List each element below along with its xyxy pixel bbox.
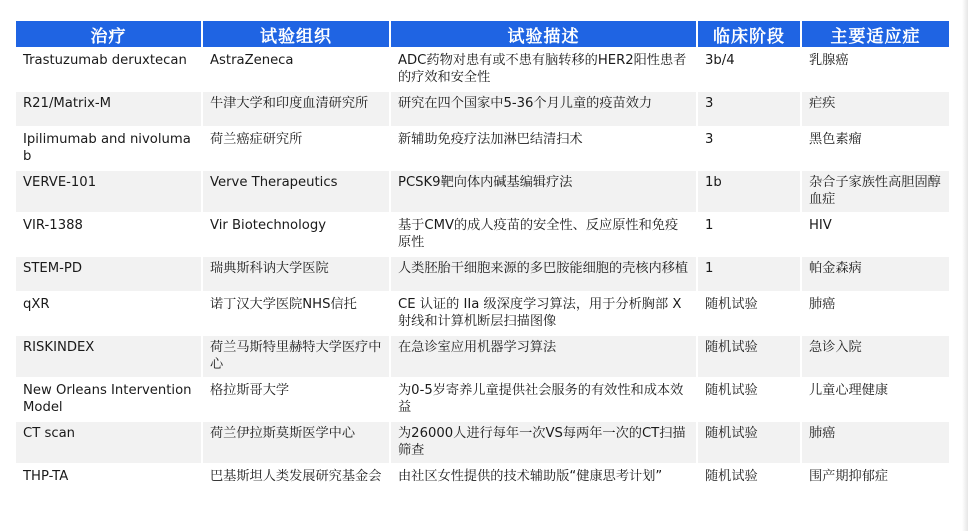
cell-phase: 1b (698, 171, 800, 212)
table-row (16, 257, 949, 291)
table-row (16, 379, 949, 420)
cell-indication: 围产期抑郁症 (802, 465, 949, 499)
cell-treatment: Trastuzumab deruxtecan (16, 49, 201, 90)
cell-organization: 荷兰马斯特里赫特大学医疗中心 (203, 336, 389, 377)
cell-treatment: qXR (16, 293, 201, 334)
table-row (16, 422, 949, 463)
header-treatment: 治疗 (16, 21, 201, 47)
header-description: 试验描述 (391, 21, 696, 47)
header-indication: 主要适应症 (802, 21, 949, 47)
cell-indication: 乳腺癌 (802, 49, 949, 90)
cell-description: 为0-5岁寄养儿童提供社会服务的有效性和成本效益 (391, 379, 696, 420)
cell-indication: 肺癌 (802, 422, 949, 463)
cell-indication: 帕金森病 (802, 257, 949, 291)
clinical-trials-table (14, 19, 951, 501)
cell-organization: 荷兰伊拉斯莫斯医学中心 (203, 422, 389, 463)
table-row (16, 293, 949, 334)
cell-organization: 瑞典斯科讷大学医院 (203, 257, 389, 291)
cell-indication: 杂合子家族性高胆固醇血症 (802, 171, 949, 212)
table-row (16, 214, 949, 255)
table-header (16, 21, 949, 47)
cell-organization: 牛津大学和印度血清研究所 (203, 92, 389, 126)
cell-treatment: VIR-1388 (16, 214, 201, 255)
header-phase: 临床阶段 (698, 21, 800, 47)
cell-organization: 巴基斯坦人类发展研究基金会 (203, 465, 389, 499)
cell-indication: 急诊入院 (802, 336, 949, 377)
cell-phase: 1 (698, 214, 800, 255)
cell-description: CE 认证的 IIa 级深度学习算法，用于分析胸部 X 射线和计算机断层扫描图像 (391, 293, 696, 334)
right-edge-shadow (962, 0, 968, 531)
cell-description: 人类胚胎干细胞来源的多巴胺能细胞的壳核内移植 (391, 257, 696, 291)
cell-phase: 3 (698, 92, 800, 126)
cell-indication: 肺癌 (802, 293, 949, 334)
cell-treatment: RISKINDEX (16, 336, 201, 377)
cell-organization: Verve Therapeutics (203, 171, 389, 212)
cell-treatment: Ipilimumab and nivolumab (16, 128, 201, 169)
cell-indication: 黑色素瘤 (802, 128, 949, 169)
table-row (16, 171, 949, 212)
cell-phase: 随机试验 (698, 379, 800, 420)
cell-description: 研究在四个国家中5-36个月儿童的疫苗效力 (391, 92, 696, 126)
cell-treatment: CT scan (16, 422, 201, 463)
cell-organization: 格拉斯哥大学 (203, 379, 389, 420)
cell-treatment: STEM-PD (16, 257, 201, 291)
cell-organization: Vir Biotechnology (203, 214, 389, 255)
cell-phase: 1 (698, 257, 800, 291)
cell-phase: 3 (698, 128, 800, 169)
table-row (16, 128, 949, 169)
cell-treatment: New Orleans Intervention Model (16, 379, 201, 420)
header-organization: 试验组织 (203, 21, 389, 47)
cell-description: ADC药物对患有或不患有脑转移的HER2阳性患者的疗效和安全性 (391, 49, 696, 90)
cell-phase: 随机试验 (698, 336, 800, 377)
cell-indication: 疟疾 (802, 92, 949, 126)
cell-treatment: VERVE-101 (16, 171, 201, 212)
cell-description: 在急诊室应用机器学习算法 (391, 336, 696, 377)
table-row (16, 336, 949, 377)
header-row (16, 21, 949, 47)
cell-description: 基于CMV的成人疫苗的安全性、反应原性和免疫原性 (391, 214, 696, 255)
cell-phase: 随机试验 (698, 293, 800, 334)
cell-indication: 儿童心理健康 (802, 379, 949, 420)
cell-indication: HIV (802, 214, 949, 255)
table-row (16, 49, 949, 90)
cell-phase: 随机试验 (698, 465, 800, 499)
table-body (16, 49, 949, 499)
cell-treatment: R21/Matrix-M (16, 92, 201, 126)
cell-organization: 诺丁汉大学医院NHS信托 (203, 293, 389, 334)
cell-phase: 随机试验 (698, 422, 800, 463)
table-row (16, 92, 949, 126)
table-row (16, 465, 949, 499)
cell-treatment: THP-TA (16, 465, 201, 499)
cell-description: 由社区女性提供的技术辅助版“健康思考计划” (391, 465, 696, 499)
cell-phase: 3b/4 (698, 49, 800, 90)
cell-organization: AstraZeneca (203, 49, 389, 90)
cell-organization: 荷兰癌症研究所 (203, 128, 389, 169)
cell-description: 为26000人进行每年一次VS每两年一次的CT扫描筛查 (391, 422, 696, 463)
cell-description: 新辅助免疫疗法加淋巴结清扫术 (391, 128, 696, 169)
cell-description: PCSK9靶向体内碱基编辑疗法 (391, 171, 696, 212)
